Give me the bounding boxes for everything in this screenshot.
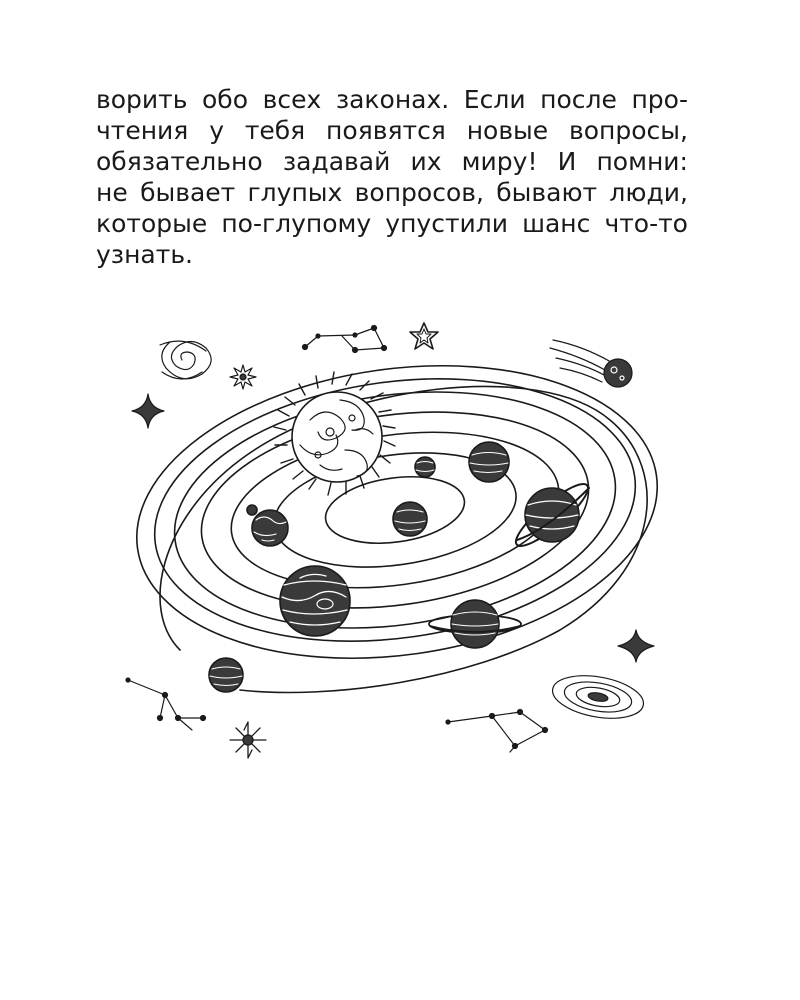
word: по-глупому	[221, 209, 372, 238]
word: всех	[262, 85, 322, 114]
word: узнать.	[96, 240, 193, 269]
word: ворить	[96, 85, 188, 114]
spiral-galaxy-top	[160, 341, 211, 379]
text-line	[96, 177, 688, 208]
word: что-то	[604, 209, 688, 238]
text-line	[96, 146, 688, 177]
star-sparkle-left	[132, 394, 164, 428]
text-line	[96, 208, 688, 239]
word: И	[557, 147, 577, 176]
constellation-top	[303, 326, 387, 353]
word: тебя	[244, 116, 306, 145]
star-sparkle-right	[618, 630, 654, 662]
constellation-bottom	[446, 710, 548, 753]
word: вопросы,	[569, 116, 688, 145]
word: шанс	[522, 209, 591, 238]
word: Если	[463, 85, 526, 114]
venus	[415, 457, 435, 477]
word: законах.	[335, 85, 450, 114]
word: помни:	[596, 147, 688, 176]
neptune	[469, 442, 509, 482]
constellation-left	[126, 678, 206, 730]
word: задавай	[282, 147, 391, 176]
word: после	[540, 85, 617, 114]
text-line	[96, 115, 688, 146]
star-burst-bottom	[230, 722, 266, 758]
jupiter	[280, 566, 350, 636]
spiral-galaxy-bottom	[549, 669, 647, 724]
word: обязательно	[96, 147, 263, 176]
word: вопросов,	[354, 178, 484, 207]
solar-system-illustration	[0, 300, 800, 780]
word: глупых	[247, 178, 343, 207]
star-outline	[410, 323, 438, 349]
body-text	[96, 84, 688, 270]
word: у	[209, 116, 224, 145]
word: про-	[631, 85, 688, 114]
star-burst-small	[230, 365, 256, 389]
mercury	[247, 505, 257, 515]
word: обо	[202, 85, 249, 114]
word: люди,	[609, 178, 688, 207]
text-line	[96, 84, 688, 115]
text-line	[96, 239, 688, 270]
uranus	[429, 600, 521, 648]
word: появятся	[326, 116, 446, 145]
word: бывают	[496, 178, 598, 207]
word: чтения	[96, 116, 189, 145]
mars	[393, 502, 427, 536]
word: бывает	[140, 178, 236, 207]
word: миру!	[461, 147, 538, 176]
word: не	[96, 178, 128, 207]
small-moon	[209, 658, 243, 692]
word: их	[410, 147, 442, 176]
comet	[550, 340, 632, 387]
word: новые	[466, 116, 549, 145]
solar-system-svg	[0, 300, 800, 780]
word: упустили	[385, 209, 508, 238]
word: которые	[96, 209, 208, 238]
earth	[252, 510, 288, 546]
